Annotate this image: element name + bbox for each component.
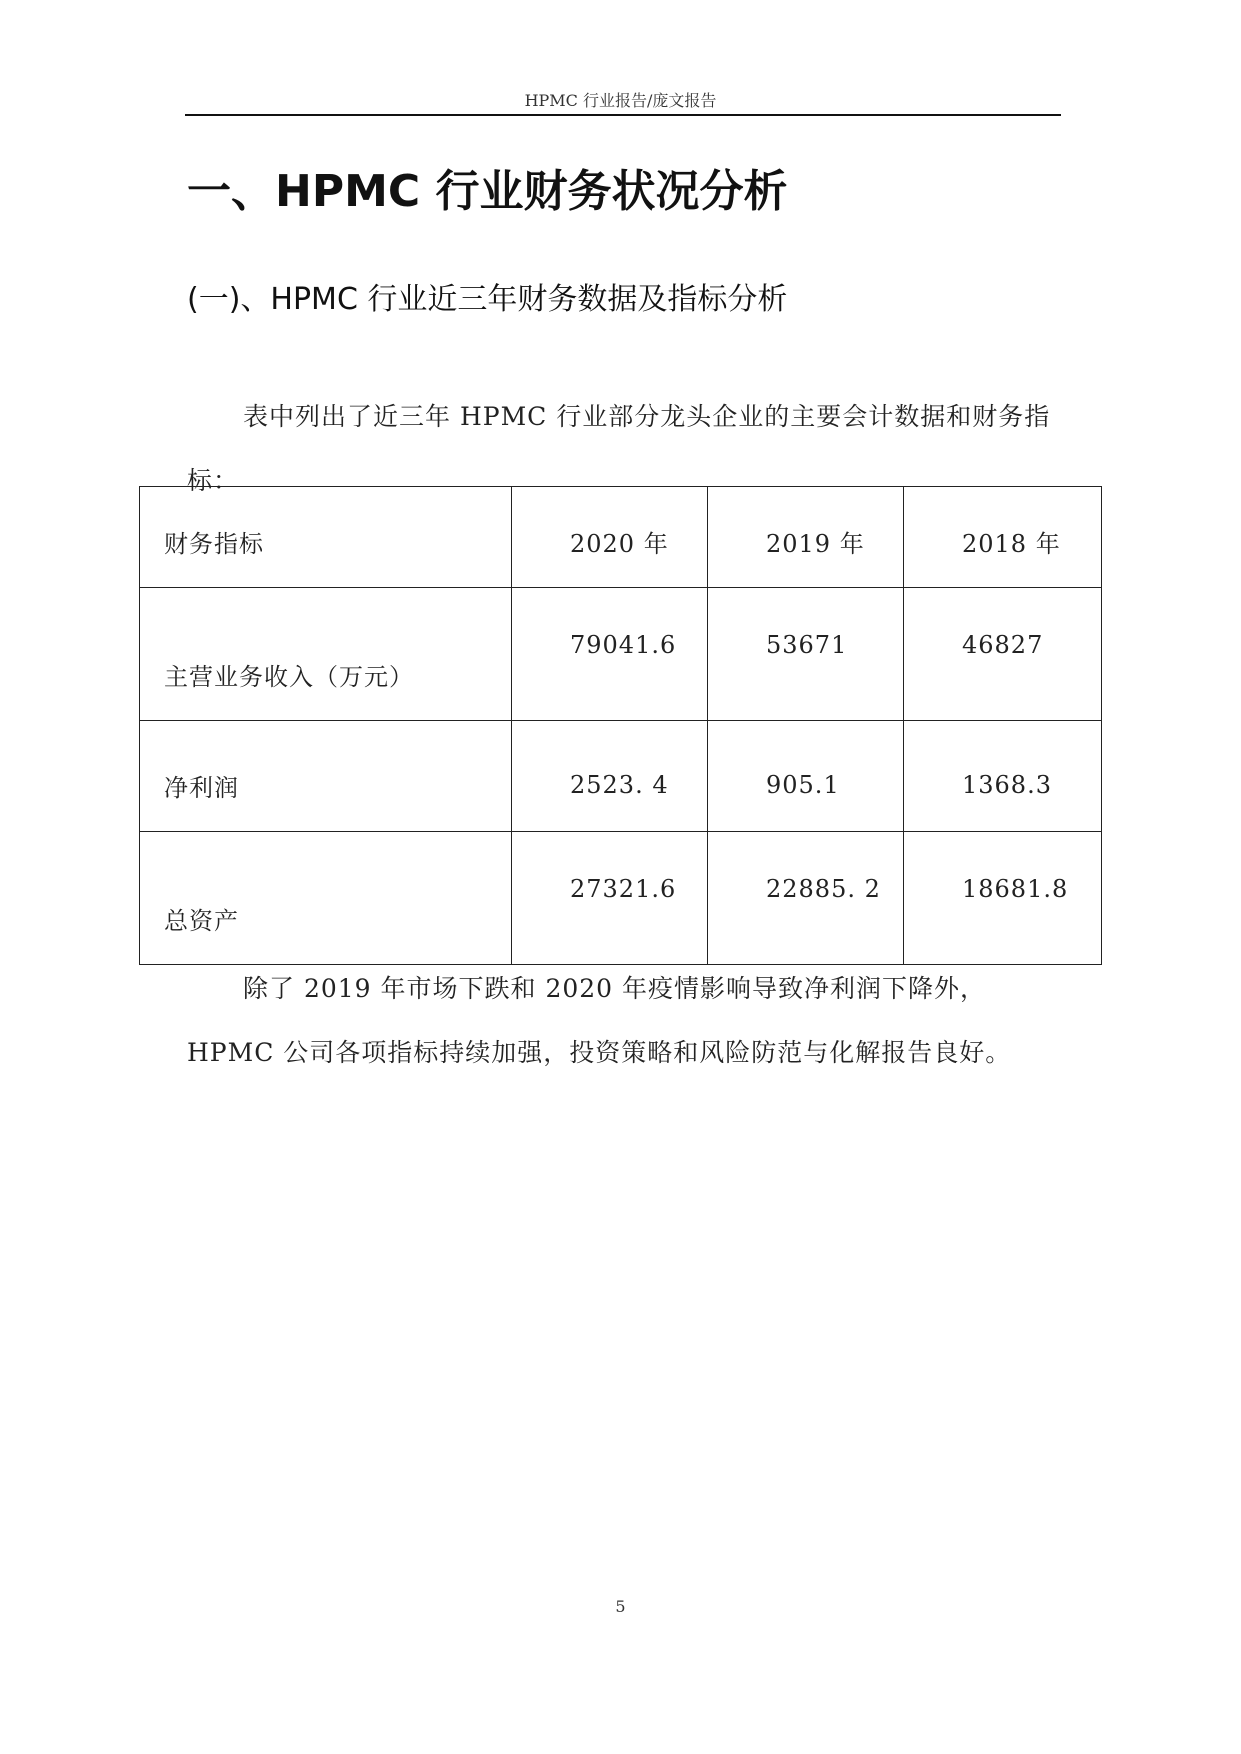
- column-header: 2019 年: [708, 487, 904, 588]
- row-label: 总资产: [140, 832, 512, 965]
- column-header: 财务指标: [140, 487, 512, 588]
- row-label: 主营业务收入（万元）: [140, 588, 512, 721]
- table-row: [140, 588, 1102, 721]
- conclusion-paragraph: 除了 2019 年市场下跌和 2020 年疫情影响导致净利润下降外，HPMC 公司各项指标持续加强，投资策略和风险防范与化解报告良好。: [187, 974, 1012, 1067]
- table-row: [140, 832, 1102, 965]
- table-cell: 22885. 2: [708, 832, 904, 965]
- table-cell: 1368.3: [904, 721, 1102, 832]
- column-header: 2020 年: [512, 487, 708, 588]
- table-cell: 2523. 4: [512, 721, 708, 832]
- table-cell: 46827: [904, 588, 1102, 721]
- table-cell: 79041.6: [512, 588, 708, 721]
- page-number: 5: [615, 1597, 626, 1616]
- section-heading: 一、HPMC 行业财务状况分析: [187, 166, 788, 217]
- table-cell: 27321.6: [512, 832, 708, 965]
- header-rule: [185, 114, 1061, 116]
- table-row: [140, 721, 1102, 832]
- table-header-row: [140, 487, 1102, 588]
- column-header: 2018 年: [904, 487, 1102, 588]
- running-header: HPMC 行业报告/庞文报告: [524, 91, 717, 110]
- row-label: 净利润: [140, 721, 512, 832]
- intro-paragraph: 表中列出了近三年 HPMC 行业部分龙头企业的主要会计数据和财务指标：: [187, 402, 1051, 495]
- table-cell: 905.1: [708, 721, 904, 832]
- table-cell: 18681.8: [904, 832, 1102, 965]
- table-cell: 53671: [708, 588, 904, 721]
- subsection-heading: (一)、HPMC 行业近三年财务数据及指标分析: [187, 282, 788, 317]
- financial-table: [139, 486, 1102, 965]
